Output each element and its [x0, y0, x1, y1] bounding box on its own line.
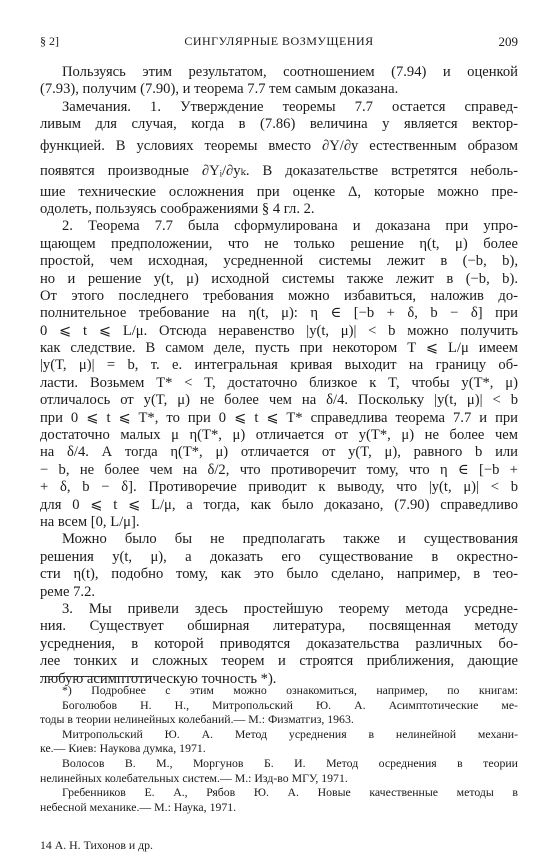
text-line: Пользуясь этим результатом, соотношением (7.94) и оценкой — [62, 64, 518, 80]
footnote-line: тоды в теории нелинейных колебаний.— М.: Физматгиз, 1963. — [40, 712, 354, 727]
text-line: появятся производные ∂Yᵢ/∂yₖ. В доказательстве встретятся неболь- — [40, 162, 518, 179]
text-line: + δ, b − δ]. Противоречие приводит к выводу, что |y(t, μ)| < b — [40, 479, 518, 496]
footnote-line: нелинейных колебательных систем.— М.: Изд-во МГУ, 1971. — [40, 770, 348, 785]
text-line: как следствие. В самом деле, пусть при некотором T ⩽ L/μ имеем — [40, 340, 518, 357]
text-line: решения y(t, μ), а доказать его существование в окрестно- — [40, 548, 518, 565]
footnote-line: Боголюбов Н. Н., Митропольский Ю. А. Асимптотические ме- — [62, 697, 518, 712]
running-header — [40, 34, 518, 50]
text-line: достаточно малых μ η(T*, μ) отличается от y(T*, μ) не более чем — [40, 427, 518, 444]
text-line: От этого последнего требования можно избавиться, наложив до- — [40, 287, 518, 304]
footnote-line: небесной механике.— М.: Наука, 1971. — [40, 799, 237, 814]
text-line: усреднения, в которой приводятся доказательства различных бо- — [40, 635, 518, 652]
text-line: при 0 ⩽ t ⩽ T*, то при 0 ⩽ t ⩽ T* справедлива теорема 7.7 и при — [40, 409, 518, 426]
text-line: Можно было бы не предполагать также и существования — [62, 531, 518, 548]
text-line: ливым для случая, когда в (7.86) величина y является вектор- — [40, 116, 518, 133]
text-line: (7.93), получим (7.90), и теорема 7.7 тем самым доказана. — [40, 81, 399, 98]
text-line: простой, чем исходная, усредненной системы лежит в (−b, b), — [40, 253, 518, 270]
text-line: на δ/4. А тогда η(T*, μ) отличается от y(T, μ), равного b или — [40, 444, 518, 461]
footnotes — [40, 683, 518, 814]
text-line: |y(T, μ)| = b, т. е. интегральная кривая выходит на границу об- — [40, 357, 518, 374]
section-marker: § 2] — [40, 34, 59, 48]
footnote-line: ке.— Киев: Наукова думка, 1971. — [40, 741, 206, 756]
footnote-rule — [40, 676, 152, 677]
text-line: любую асимптотическую точность *). — [40, 670, 277, 687]
text-line: отличалось от y(T, μ) не более чем на δ/4. Поскольку |y(t, μ)| < b — [40, 392, 518, 409]
text-line: 2. Теорема 7.7 была сформулирована и доказана при упро- — [62, 218, 518, 235]
footnote-line: Митропольский Ю. А. Метод усреднения в нелинейной механи- — [62, 726, 518, 741]
text-line: функцией. В условиях теоремы вместо ∂Y/∂y естественным образом — [40, 137, 518, 154]
running-title: СИНГУЛЯРНЫЕ ВОЗМУЩЕНИЯ — [184, 34, 374, 48]
text-line: для 0 ⩽ t ⩽ L/μ, а тогда, как было доказано, (7.90) справедливо — [40, 496, 518, 513]
text-line: ния. Существует обширная литература, посвященная методу — [40, 618, 518, 635]
footnote-line: Волосов В. М., Моргунов Б. И. Метод осреднения в теории — [62, 755, 518, 770]
footnote-line: *) Подробнее с этим можно ознакомиться, например, по книгам: — [62, 683, 518, 697]
text-line: 0 ⩽ t ⩽ L/μ. Отсюда неравенство |y(t, μ)| < b можно получить — [40, 322, 518, 339]
text-line: полнительное требование на η(t, μ): η ∈ [−b + δ, b − δ] при — [40, 305, 518, 322]
text-line: реме 7.2. — [40, 583, 96, 600]
text-line: щающем предположении, что не только решение η(t, μ) более — [40, 235, 518, 252]
text-line: но и решение y(t, μ) исходной системы также лежит в (−b, b). — [40, 270, 518, 287]
footnote-line: Гребенников Е. А., Рябов Ю. А. Новые качественные методы в — [62, 785, 518, 800]
text-line: лее тонких и сложных теорем и строятся приближения, дающие — [40, 653, 518, 670]
main-text — [40, 64, 518, 688]
text-line: − b, не более чем на δ/2, что противоречит тому, что η ∈ [−b + — [40, 461, 518, 478]
text-line: на всем [0, L/μ]. — [40, 513, 140, 530]
text-line: ласти. Возьмем T* < T, достаточно близкое к T, чтобы y(T*, μ) — [40, 374, 518, 391]
text-line: Замечания. 1. Утверждение теоремы 7.7 остается справед- — [62, 98, 518, 115]
text-line: 3. Мы привели здесь простейшую теорему метода усредне- — [62, 600, 518, 617]
page-number: 209 — [498, 34, 518, 49]
text-line: сти η(t), подобно тому, как это было сделано, например, в тео- — [40, 566, 518, 583]
text-line: одолеть, пользуясь соображениями § 4 гл. 2. — [40, 200, 315, 217]
text-line: шие технические осложнения при оценке Δ, которые можно пре- — [40, 183, 518, 200]
signature-mark: 14 А. Н. Тихонов и др. — [40, 838, 153, 852]
